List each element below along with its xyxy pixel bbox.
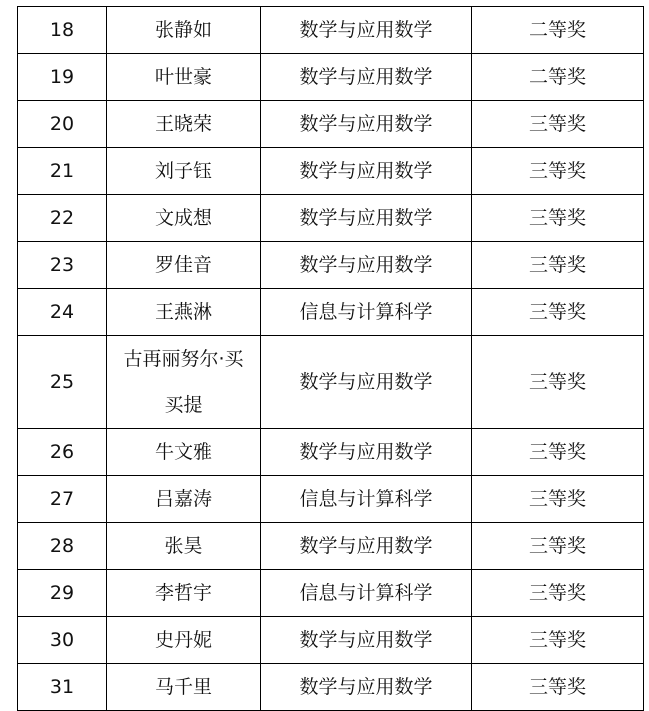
- award-level: 三等奖: [472, 429, 644, 476]
- major: 数学与应用数学: [261, 148, 472, 195]
- row-number: 25: [18, 336, 107, 429]
- student-name: 叶世豪: [107, 54, 261, 101]
- award-level: 三等奖: [472, 242, 644, 289]
- student-name: 马千里: [107, 664, 261, 711]
- row-number: 24: [18, 289, 107, 336]
- award-level: 三等奖: [472, 476, 644, 523]
- table-row: [18, 54, 644, 101]
- student-name: 牛文雅: [107, 429, 261, 476]
- table-row: [18, 336, 644, 429]
- student-name: 张昊: [107, 523, 261, 570]
- row-number: 23: [18, 242, 107, 289]
- table-row: [18, 429, 644, 476]
- award-level: 三等奖: [472, 523, 644, 570]
- table-row: [18, 476, 644, 523]
- row-number: 26: [18, 429, 107, 476]
- major: 数学与应用数学: [261, 336, 472, 429]
- table-row: [18, 101, 644, 148]
- student-name: [107, 336, 261, 429]
- major: 数学与应用数学: [261, 242, 472, 289]
- row-number: 29: [18, 570, 107, 617]
- row-number: 18: [18, 7, 107, 54]
- major: 数学与应用数学: [261, 195, 472, 242]
- major: 数学与应用数学: [261, 7, 472, 54]
- student-name: 刘子钰: [107, 148, 261, 195]
- row-number: 20: [18, 101, 107, 148]
- award-level: 三等奖: [472, 148, 644, 195]
- student-name: 张静如: [107, 7, 261, 54]
- student-name: 吕嘉涛: [107, 476, 261, 523]
- award-level: 二等奖: [472, 54, 644, 101]
- row-number: 21: [18, 148, 107, 195]
- major: 数学与应用数学: [261, 101, 472, 148]
- table-row: [18, 195, 644, 242]
- row-number: 22: [18, 195, 107, 242]
- table-row: [18, 289, 644, 336]
- major: 信息与计算科学: [261, 289, 472, 336]
- award-level: 三等奖: [472, 101, 644, 148]
- table-row: [18, 570, 644, 617]
- student-name-line-1: 古再丽努尔·买: [123, 348, 244, 370]
- major: 数学与应用数学: [261, 54, 472, 101]
- table-row: [18, 242, 644, 289]
- award-level: 三等奖: [472, 289, 644, 336]
- table-row: [18, 7, 644, 54]
- row-number: 31: [18, 664, 107, 711]
- major: 数学与应用数学: [261, 664, 472, 711]
- student-name: 史丹妮: [107, 617, 261, 664]
- major: 数学与应用数学: [261, 617, 472, 664]
- student-name: 王晓荣: [107, 101, 261, 148]
- table-row: [18, 148, 644, 195]
- major: 信息与计算科学: [261, 476, 472, 523]
- award-table: [17, 6, 644, 711]
- row-number: 27: [18, 476, 107, 523]
- row-number: 28: [18, 523, 107, 570]
- award-level: 三等奖: [472, 570, 644, 617]
- student-name-line-2: 买提: [164, 394, 203, 416]
- table-row: [18, 664, 644, 711]
- row-number: 30: [18, 617, 107, 664]
- award-level: 二等奖: [472, 7, 644, 54]
- major: 数学与应用数学: [261, 429, 472, 476]
- award-level: 三等奖: [472, 336, 644, 429]
- table-row: [18, 617, 644, 664]
- major: 信息与计算科学: [261, 570, 472, 617]
- major: 数学与应用数学: [261, 523, 472, 570]
- student-name: 罗佳音: [107, 242, 261, 289]
- award-level: 三等奖: [472, 617, 644, 664]
- student-name: 李哲宇: [107, 570, 261, 617]
- table-row: [18, 523, 644, 570]
- award-level: 三等奖: [472, 195, 644, 242]
- student-name: 文成想: [107, 195, 261, 242]
- row-number: 19: [18, 54, 107, 101]
- award-level: 三等奖: [472, 664, 644, 711]
- student-name: 王燕淋: [107, 289, 261, 336]
